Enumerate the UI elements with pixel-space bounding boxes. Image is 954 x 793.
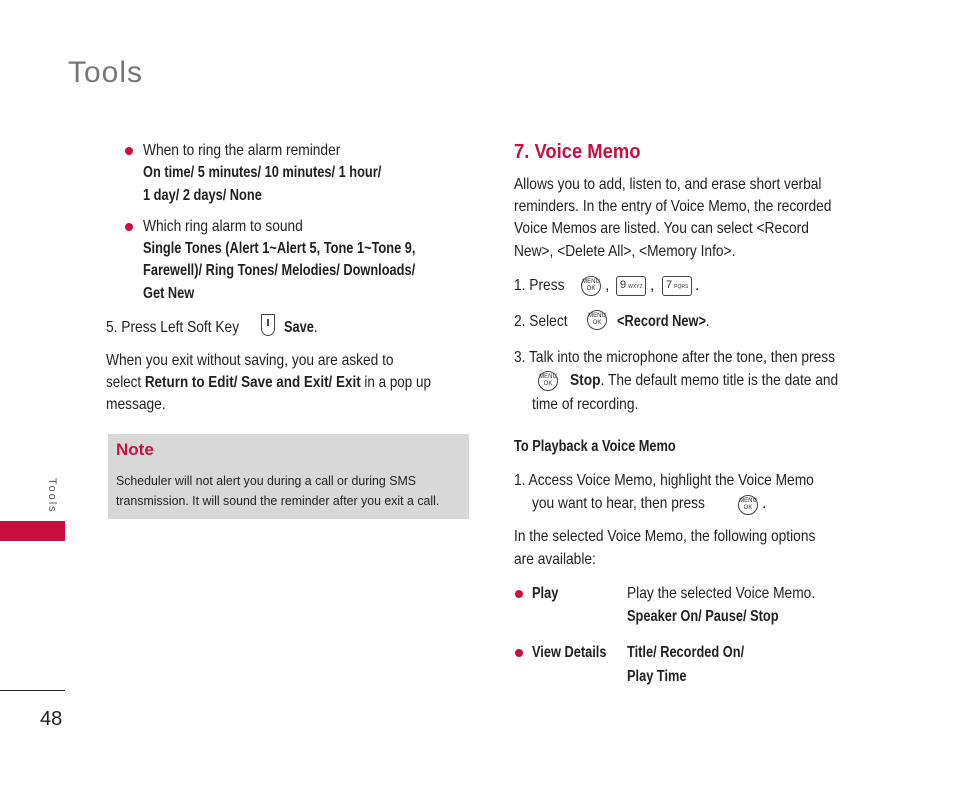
menu-ok-key-icon: MENU OK	[538, 371, 558, 391]
option-view-desc-1: Title/ Recorded On/	[627, 644, 745, 661]
exit-text-2: select Return to Edit/ Save and Exit/ Exit in a pop up	[106, 374, 431, 391]
left-soft-key-icon	[261, 314, 275, 336]
playback-heading: To Playback a Voice Memo	[514, 438, 676, 455]
options-line-1: In the selected Voice Memo, the following options	[514, 528, 816, 545]
section-heading: 7. Voice Memo	[514, 141, 641, 163]
step3-line-2: Stop. The default memo title is the date and	[570, 372, 839, 389]
option-view-label: View Details	[532, 644, 607, 661]
step3-line-1: 3. Talk into the microphone after the tone, then press	[514, 349, 836, 366]
option-view-desc-2: Play Time	[627, 668, 687, 685]
note-text	[116, 471, 439, 511]
alarm-sound-label: Which ring alarm to sound	[143, 218, 303, 235]
options-line-2: are available:	[514, 551, 596, 568]
intro-line-2: reminders. In the entry of Voice Memo, the recorded	[514, 198, 832, 215]
bullet-icon	[515, 590, 523, 598]
page-number: 48	[40, 708, 63, 730]
alarm-reminder-options-2: 1 day/ 2 days/ None	[143, 187, 262, 204]
intro-line-4: New>, <Delete All>, <Memory Info>.	[514, 243, 736, 260]
note-line-1: Scheduler will not alert you during a call or during SMS	[116, 473, 416, 488]
intro-line-3: Voice Memos are listed. You can select <Record	[514, 220, 809, 237]
alarm-reminder-options-1: On time/ 5 minutes/ 10 minutes/ 1 hour/	[143, 164, 382, 181]
intro-line-1: Allows you to add, listen to, and erase short verbal	[514, 176, 822, 193]
period: .	[762, 495, 767, 512]
playback-step-2: you want to hear, then press	[532, 495, 705, 512]
comma: ,	[650, 277, 655, 294]
menu-ok-key-icon: MENU OK	[581, 276, 601, 296]
alarm-sound-options-2: Farewell)/ Ring Tones/ Melodies/ Downloads/	[143, 262, 416, 279]
side-tab-marker	[0, 521, 65, 541]
menu-ok-key-icon: MENU OK	[738, 495, 758, 515]
comma: ,	[605, 277, 610, 294]
alarm-reminder-label: When to ring the alarm reminder	[143, 142, 341, 159]
option-play-label: Play	[532, 585, 559, 602]
exit-text-3: message.	[106, 396, 166, 413]
bullet-icon	[125, 147, 133, 155]
step5-text: 5. Press Left Soft Key	[106, 319, 240, 336]
side-section-label: Tools	[46, 478, 58, 514]
note-title: Note	[116, 440, 154, 459]
key-9-icon: 9 WXYZ	[616, 276, 646, 296]
step2-record-new: <Record New>.	[617, 313, 710, 330]
alarm-sound-options-3: Get New	[143, 285, 195, 302]
playback-step-1: 1. Access Voice Memo, highlight the Voice Memo	[514, 472, 814, 489]
step3-line-3: time of recording.	[532, 396, 639, 413]
exit-text-1: When you exit without saving, you are asked to	[106, 352, 394, 369]
note-line-2: transmission. It will sound the reminder after you exit a call.	[116, 493, 440, 508]
alarm-sound-options-1: Single Tones (Alert 1~Alert 5, Tone 1~Tone 9,	[143, 240, 416, 257]
bullet-icon	[125, 223, 133, 231]
step1-text: 1. Press	[514, 277, 565, 294]
step2-text: 2. Select	[514, 313, 568, 330]
step5-save: Save.	[284, 319, 318, 336]
key-7-icon: 7 PQRS	[662, 276, 692, 296]
option-play-sub: Speaker On/ Pause/ Stop	[627, 608, 779, 625]
period: .	[695, 277, 700, 294]
footer-rule	[0, 690, 65, 691]
page-title: Tools	[68, 56, 144, 89]
option-play-desc: Play the selected Voice Memo.	[627, 585, 816, 602]
menu-ok-key-icon: MENU OK	[587, 310, 607, 330]
bullet-icon	[515, 649, 523, 657]
